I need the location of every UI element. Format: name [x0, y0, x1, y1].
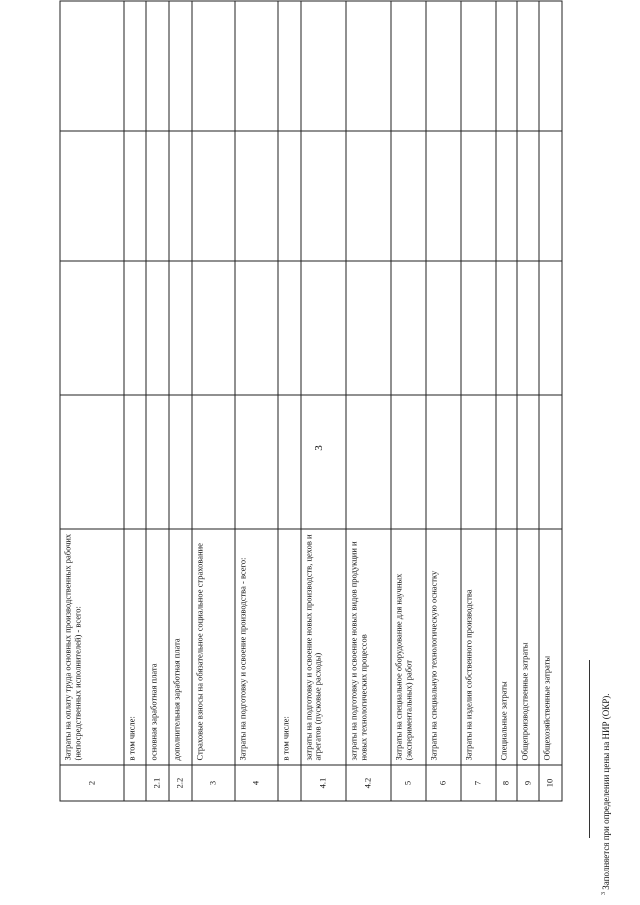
value-cell [539, 131, 562, 261]
value-cell [192, 131, 235, 261]
value-cell [169, 261, 192, 395]
value-cell [496, 395, 517, 529]
row-label: основная заработная плата [146, 529, 169, 765]
cost-table-body [60, 1, 562, 801]
table-row [301, 1, 346, 801]
row-label: Затраты на оплату труда основных производственных рабочих (непосредственных исполнителей) - всего: [60, 529, 124, 765]
value-cell [60, 261, 124, 395]
table-row [539, 1, 562, 801]
table-row [496, 1, 517, 801]
value-cell [539, 261, 562, 395]
row-number: 6 [426, 765, 461, 801]
value-cell [461, 261, 496, 395]
row-number: 10 [539, 765, 562, 801]
value-cell [278, 261, 301, 395]
value-cell [124, 395, 147, 529]
footnote-divider [589, 660, 590, 838]
value-cell [539, 395, 562, 529]
table-row [517, 1, 540, 801]
page-number: 3 [312, 445, 325, 451]
value-cell [426, 1, 461, 131]
value-cell [517, 395, 540, 529]
value-cell [391, 131, 426, 261]
value-cell [146, 261, 169, 395]
row-number: 3 [192, 765, 235, 801]
value-cell [278, 395, 301, 529]
value-cell [461, 131, 496, 261]
value-cell [391, 395, 426, 529]
row-number: 9 [517, 765, 540, 801]
cost-table-wrapper [60, 2, 563, 802]
row-number [278, 765, 301, 801]
value-cell [124, 1, 147, 131]
row-number: 4.2 [346, 765, 391, 801]
value-cell [539, 1, 562, 131]
value-cell [346, 261, 391, 395]
row-number: 8 [496, 765, 517, 801]
value-cell [235, 261, 278, 395]
row-number: 4 [235, 765, 278, 801]
value-cell [496, 261, 517, 395]
value-cell [461, 1, 496, 131]
value-cell [169, 131, 192, 261]
value-cell [496, 1, 517, 131]
table-row [391, 1, 426, 801]
value-cell [517, 261, 540, 395]
value-cell [346, 1, 391, 131]
value-cell [192, 395, 235, 529]
row-number [124, 765, 147, 801]
table-row [278, 1, 301, 801]
value-cell [146, 395, 169, 529]
table-row [60, 1, 124, 801]
cost-table [60, 1, 563, 802]
value-cell [517, 131, 540, 261]
row-label: Затраты на специальное оборудование для научных (экспериментальных) работ [391, 529, 426, 765]
value-cell [124, 261, 147, 395]
table-row [169, 1, 192, 801]
value-cell [426, 261, 461, 395]
value-cell [146, 1, 169, 131]
value-cell [60, 131, 124, 261]
value-cell [461, 395, 496, 529]
value-cell [235, 395, 278, 529]
value-cell [169, 1, 192, 131]
value-cell [60, 1, 124, 131]
row-number: 2.1 [146, 765, 169, 801]
value-cell [235, 1, 278, 131]
footnote [596, 560, 616, 900]
value-cell [301, 131, 346, 261]
row-label: Общехозяйственные затраты [539, 529, 562, 765]
value-cell [301, 395, 346, 529]
row-number: 2 [60, 765, 124, 801]
value-cell [496, 131, 517, 261]
value-cell [391, 261, 426, 395]
table-row [235, 1, 278, 801]
value-cell [235, 131, 278, 261]
value-cell [426, 395, 461, 529]
row-label: Страховые взносы на обязательное социальное страхование [192, 529, 235, 765]
row-label: Затраты на подготовку и освоение производства - всего: [235, 529, 278, 765]
table-row [124, 1, 147, 801]
row-number: 2.2 [169, 765, 192, 801]
value-cell [146, 131, 169, 261]
value-cell [60, 395, 124, 529]
row-label: дополнительная заработная плата [169, 529, 192, 765]
row-label: Затраты на специальную технологическую оснастку [426, 529, 461, 765]
value-cell [278, 131, 301, 261]
value-cell [192, 261, 235, 395]
value-cell [391, 1, 426, 131]
value-cell [346, 131, 391, 261]
row-label: Специальные затраты [496, 529, 517, 765]
row-label: затраты на подготовку и освоение новых производств, цехов и агрегатов (пусковые расходы) [301, 529, 346, 765]
row-number: 5 [391, 765, 426, 801]
table-row [146, 1, 169, 801]
row-label: в том числе: [124, 529, 147, 765]
row-label: Затраты на изделия собственного производства [461, 529, 496, 765]
value-cell [426, 131, 461, 261]
table-row [346, 1, 391, 801]
table-row [461, 1, 496, 801]
footnote-mark: 3 [601, 892, 607, 895]
row-number: 7 [461, 765, 496, 801]
value-cell [192, 1, 235, 131]
table-row [192, 1, 235, 801]
value-cell [517, 1, 540, 131]
row-number: 4.1 [301, 765, 346, 801]
value-cell [301, 1, 346, 131]
row-label: в том числе: [278, 529, 301, 765]
value-cell [346, 395, 391, 529]
row-label: затраты на подготовку и освоение новых видов продукции и новых технологических процессов [346, 529, 391, 765]
value-cell [124, 131, 147, 261]
value-cell [169, 395, 192, 529]
row-label: Общепроизводственные затраты [517, 529, 540, 765]
value-cell [278, 1, 301, 131]
value-cell [301, 261, 346, 395]
table-row [426, 1, 461, 801]
footnote-text: Заполняется при определении цены на НИР (ОКР). [601, 693, 611, 890]
